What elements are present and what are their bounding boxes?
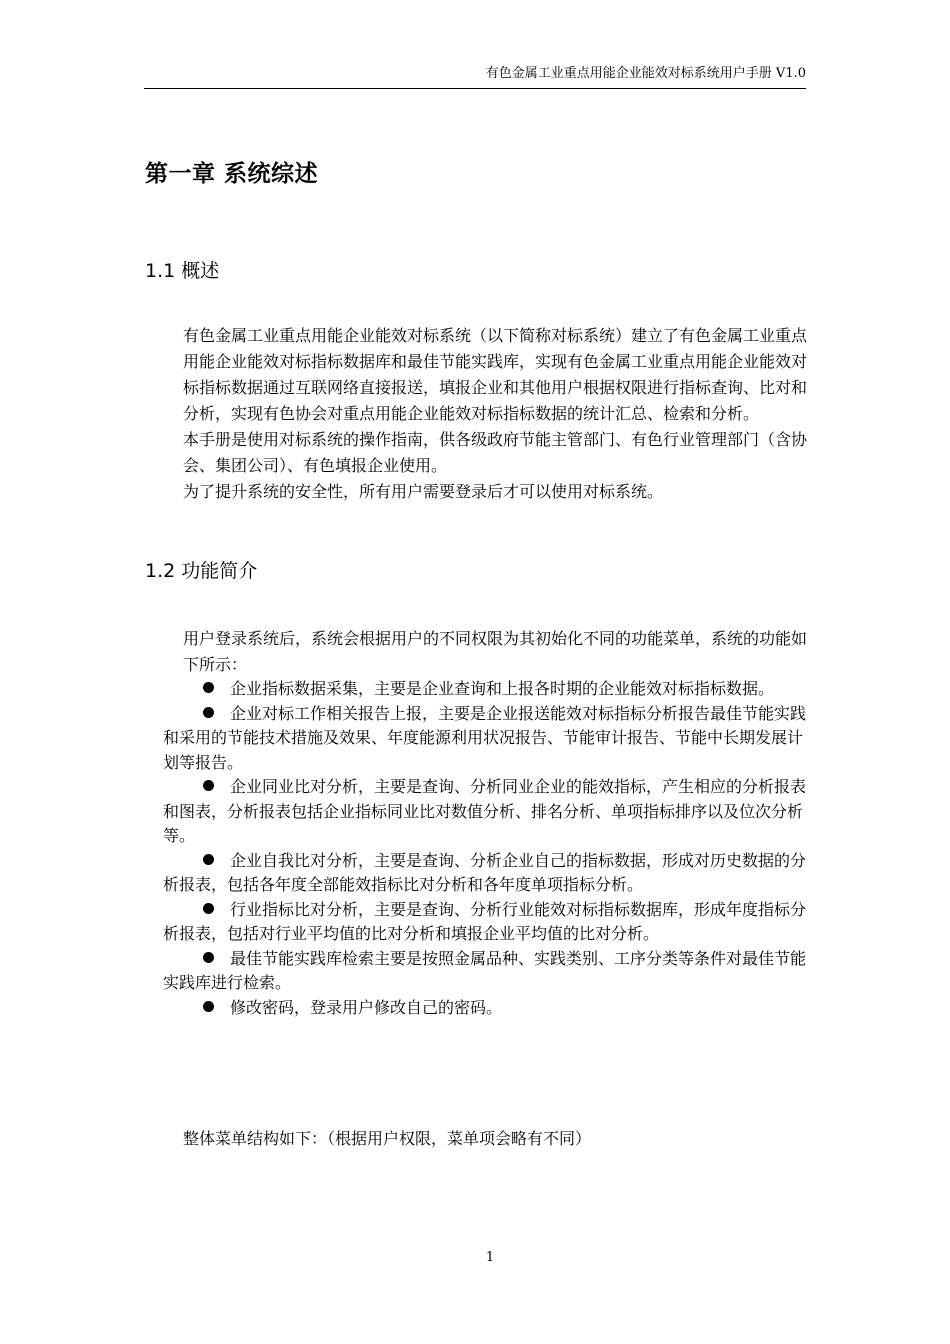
page-header <box>144 66 806 89</box>
menu-structure-note <box>145 1126 807 1152</box>
page-number: 1 <box>485 1250 495 1265</box>
features-intro-text: 用户登录系统后，系统会根据用户的不同权限为其初始化不同的功能菜单，系统的功能如下所示： <box>183 629 808 674</box>
feature-list-item: 企业自我比对分析，主要是查询、分析企业自己的指标数据，形成对历史数据的分析报表，包括各年度全部能效指标比对分析和各年度单项指标分析。 <box>163 850 807 894</box>
feature-list-item: 修改密码，登录用户修改自己的密码。 <box>163 996 818 1021</box>
feature-list-item: 企业同业比对分析，主要是查询、分析同业企业的能效指标，产生相应的分析报表和图表，分析报表包括企业指标同业比对数值分析、排名分析、单项指标排序以及位次分析等。 <box>163 777 807 845</box>
bullet-icon <box>203 1001 214 1012</box>
bullet-icon <box>203 952 214 963</box>
bullet-icon <box>203 780 214 791</box>
overview-paragraphs <box>145 323 807 505</box>
menu-structure-text: 整体菜单结构如下：（根据用户权限，菜单项会略有不同） <box>183 1129 592 1148</box>
feature-list-item: 企业指标数据采集，主要是企业查询和上报各时期的企业能效对标指标数据。 <box>163 677 818 702</box>
feature-list <box>163 677 818 1020</box>
features-intro <box>145 626 807 678</box>
overview-paragraph: 有色金属工业重点用能企业能效对标系统（以下简称对标系统）建立了有色金属工业重点用能企业能效对标指标数据库和最佳节能实践库，实现有色金属工业重点用能企业能效对标指标数据通过互联网络直接报送，填报企业和其他用户根据权限进行指标查询、比对和分析，实现有色协会对重点用能企业能效对标指标数据的统计汇总、检索和分析。 <box>183 326 808 423</box>
header-title: 有色金属工业重点用能企业能效对标系统用户手册 V1.0 <box>485 66 806 81</box>
bullet-icon <box>203 707 214 718</box>
bullet-icon <box>203 903 214 914</box>
feature-list-item: 行业指标比对分析，主要是查询、分析行业能效对标指标数据库，形成年度指标分析报表，包括对行业平均值的比对分析和填报企业平均值的比对分析。 <box>163 899 807 943</box>
overview-paragraph: 为了提升系统的安全性，所有用户需要登录后才可以使用对标系统。 <box>183 482 664 501</box>
feature-list-item: 最佳节能实践库检索主要是按照金属品种、实践类别、工序分类等条件对最佳节能实践库进行检索。 <box>163 948 807 992</box>
bullet-icon <box>203 854 214 865</box>
feature-list-item: 企业对标工作相关报告上报，主要是企业报送能效对标指标分析报告最佳节能实践和采用的节能技术措施及效果、年度能源利用状况报告、节能审计报告、节能中长期发展计划等报告。 <box>163 703 807 772</box>
section-title-features: 1.2 功能简介 <box>145 560 258 582</box>
chapter-title: 第一章 系统综述 <box>145 161 319 187</box>
bullet-icon <box>203 682 214 693</box>
section-title-overview: 1.1 概述 <box>145 260 220 282</box>
overview-paragraph: 本手册是使用对标系统的操作指南，供各级政府节能主管部门、有色行业管理部门（含协会、集团公司）、有色填报企业使用。 <box>183 430 808 475</box>
